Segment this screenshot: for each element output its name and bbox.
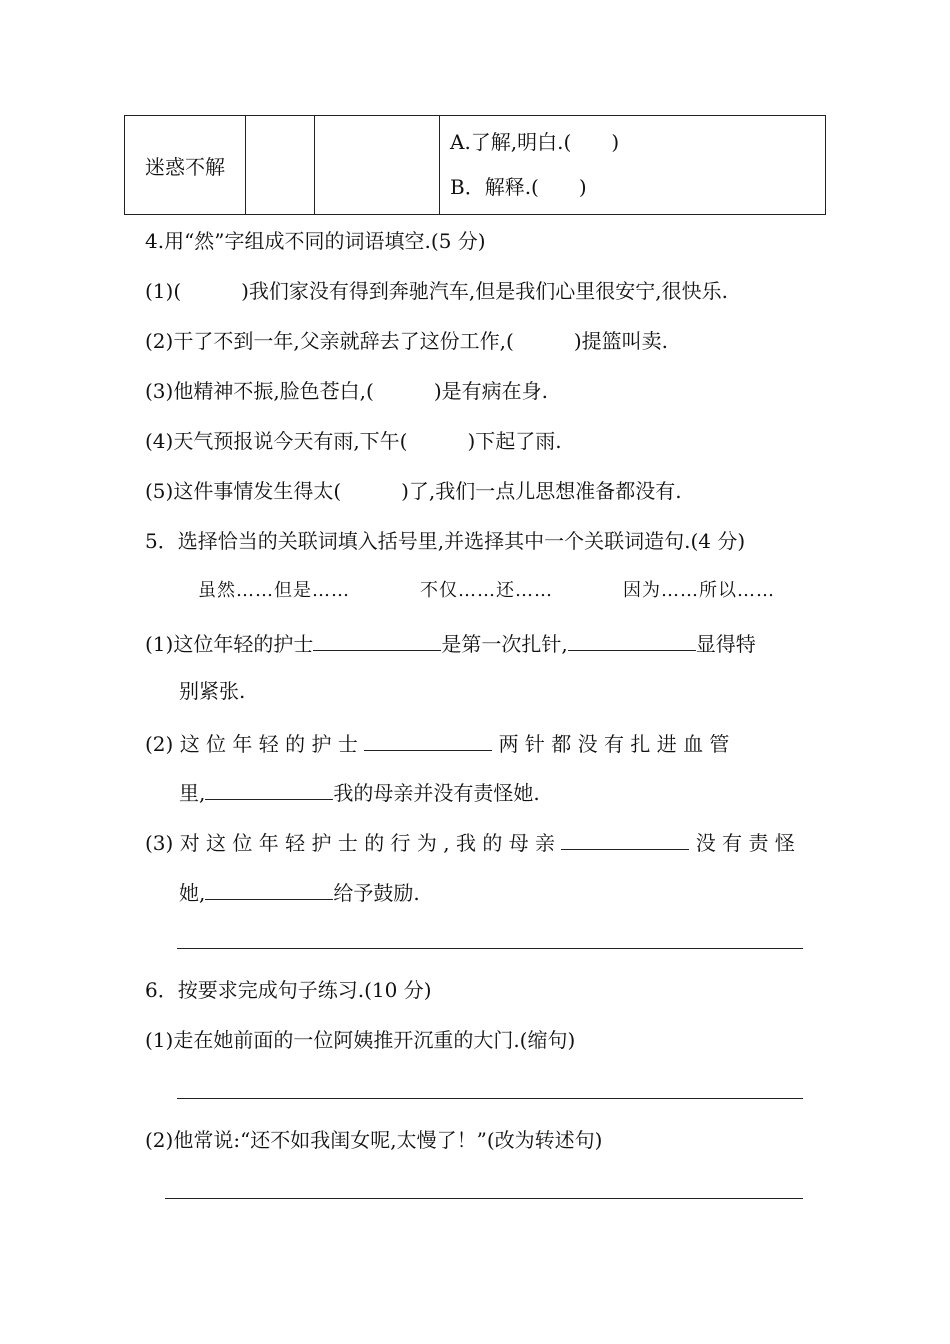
answer-blank[interactable] <box>364 730 492 751</box>
q5-item-2-text-a: (2) 这 位 年 轻 的 护 士 <box>145 732 358 756</box>
table-blank-cell <box>246 116 315 215</box>
option-b: B．解释.( ) <box>450 175 587 199</box>
q5-option-3: 因为……所以…… <box>623 580 775 601</box>
q5-item-1 <box>145 630 756 656</box>
q5-item-1-text-b: 是第一次扎针, <box>441 632 568 656</box>
q6-title: 6．按要求完成句子练习.(10 分) <box>145 978 432 1002</box>
table-options-cell <box>440 116 826 215</box>
answer-blank[interactable] <box>205 879 333 900</box>
q5-item-1-text-a: (1)这位年轻的护士 <box>145 632 314 656</box>
q6-item-1-answer-line[interactable] <box>177 1098 803 1099</box>
q6-item-1: (1)走在她前面的一位阿姨推开沉重的大门.(缩句) <box>145 1028 576 1052</box>
q4-item-3: (3)他精神不振,脸色苍白,( )是有病在身. <box>145 379 549 403</box>
answer-blank[interactable] <box>205 779 333 800</box>
answer-blank[interactable] <box>313 630 441 651</box>
q5-item-3-text-b: 没 有 责 怪 <box>695 831 795 855</box>
q5-item-3 <box>145 829 795 855</box>
q4-item-4: (4)天气预报说今天有雨,下午( )下起了雨. <box>145 429 562 453</box>
q5-item-3-text-d: 给予鼓励. <box>333 881 420 905</box>
q5-item-2-text-c: 里, <box>179 781 206 805</box>
q5-item-3-text-c: 她, <box>179 881 206 905</box>
q6-item-2: (2)他常说:“还不如我闺女呢,太慢了！”(改为转述句) <box>145 1128 603 1152</box>
q5-item-3-cont <box>179 879 420 905</box>
table-blank-cell <box>315 116 440 215</box>
answer-blank[interactable] <box>568 630 696 651</box>
q5-item-2-text-b: 两 针 都 没 有 扎 进 血 管 <box>498 732 730 756</box>
q5-item-2-text-d: 我的母亲并没有责怪她. <box>333 781 540 805</box>
q5-item-2 <box>145 730 729 756</box>
option-a: A.了解,明白.( ) <box>450 130 620 154</box>
word-meaning-table <box>124 115 826 215</box>
q4-item-2: (2)干了不到一年,父亲就辞去了这份工作,( )提篮叫卖. <box>145 329 669 353</box>
q6-item-2-answer-line[interactable] <box>165 1198 803 1199</box>
table-word-cell <box>125 116 246 215</box>
q5-item-1-text-c: 显得特 <box>695 632 756 656</box>
q5-title: 5．选择恰当的关联词填入括号里,并选择其中一个关联词造句.(4 分) <box>145 529 746 553</box>
q5-item-2-cont <box>179 779 540 805</box>
q5-answer-line[interactable] <box>177 948 803 949</box>
q5-item-3-text-a: (3) 对 这 位 年 轻 护 士 的 行 为 , 我 的 母 亲 <box>145 831 556 855</box>
q4-item-1: (1)( )我们家没有得到奔驰汽车,但是我们心里很安宁,很快乐. <box>145 279 729 303</box>
table-word: 迷惑不解 <box>145 154 225 179</box>
q4-title: 4.用“然”字组成不同的词语填空.(5 分) <box>145 229 486 253</box>
answer-blank[interactable] <box>561 829 689 850</box>
q4-item-5: (5)这件事情发生得太( )了,我们一点儿思想准备都没有. <box>145 479 682 503</box>
q5-option-2: 不仅……还…… <box>420 580 553 601</box>
q5-option-1: 虽然……但是…… <box>198 580 350 601</box>
q5-item-1-cont: 别紧张. <box>179 679 246 703</box>
